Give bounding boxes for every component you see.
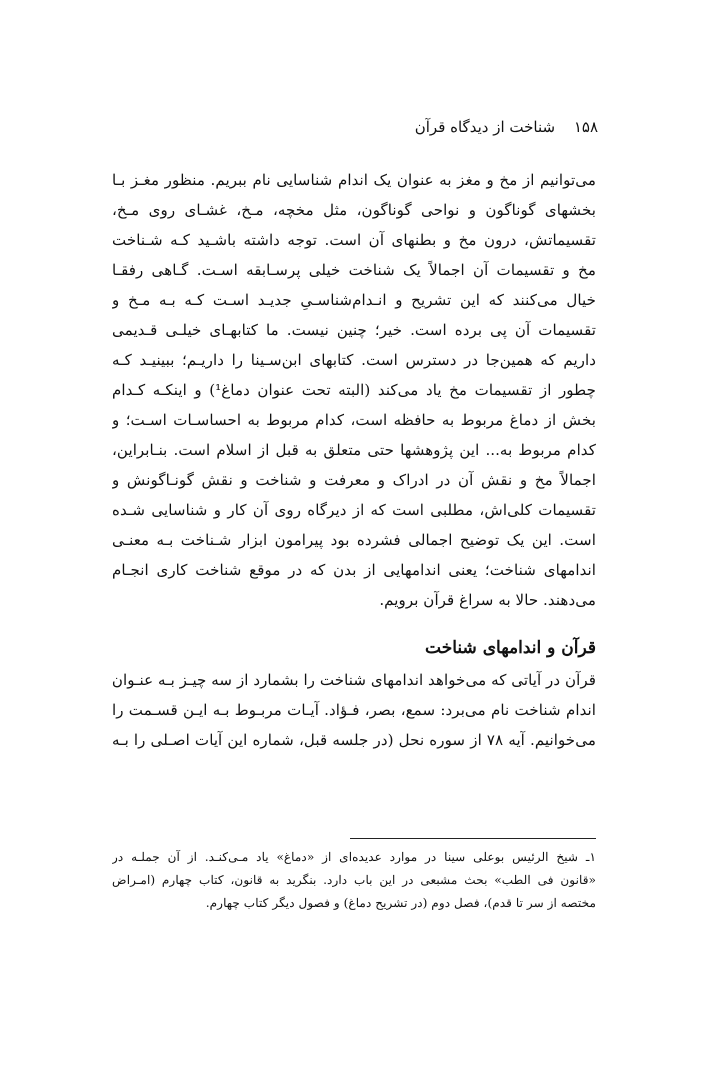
text-line: اجمالاً مخ و نقش آن در ادراک و معرفت و شناخت و نقش گونـاگونش و <box>112 471 596 489</box>
text-line: مخ و تقسیمات آن اجمالاً یک شناخت خیلی پرسـابقه اسـت. گـاهی رفقـا <box>112 261 596 279</box>
text-line: تقسیماتش، درون مخ و بطنهای آن است. توجه داشته باشـید کـه شـناخت <box>112 231 596 249</box>
text-line: چطور از تقسیمات مخ یاد می‌کند (البته تحت عنوان دماغ¹) و اینکـه کـدام <box>112 381 596 399</box>
text-line: خیال می‌کنند که این تشریح و انـدام‌شناسـیِ جدیـد اسـت کـه بـه مـخ و <box>112 291 596 309</box>
paragraph-1 <box>112 165 596 615</box>
text-line: می‌خوانیم. آیه ۷۸ از سوره نحل (در جلسه قبل، شماره این آیات اصـلی را بـه <box>112 731 596 749</box>
text-line: بخش از دماغ مربوط به حافظه است، کدام مربوط به احساسـات اسـت؛ و <box>112 411 596 429</box>
text-line: قرآن در آیاتی که می‌خواهد اندامهای شناخت را بشمارد از سه چیـز بـه عنـوان <box>112 671 596 689</box>
text-line: می‌دهند. حالا به سراغ قرآن برویم. <box>379 591 596 609</box>
text-line: می‌توانیم از مخ و مغز به عنوان یک اندام شناسایی نام ببریم. منظور مغـز بـا <box>112 171 596 189</box>
text-line: اندامهای شناخت؛ یعنی اندامهایی از بدن که در موقع شناخت کاری انجـام <box>112 561 596 579</box>
text-line: کدام مربوط به... این پژوهشها حتی متعلق به قبل از اسلام است. بنـابراین، <box>112 441 596 459</box>
paragraph-2 <box>112 665 596 755</box>
text-line: اندام شناخت نام می‌برد: سمع، بصر، فـؤاد. آیـات مربـوط بـه ایـن قسـمت را <box>112 701 596 719</box>
footnote-line: «قانون فی الطب» بحث مشبعی در این باب دارد. بنگرید به قانون، کتاب چهارم (امـراض <box>112 873 596 887</box>
text-line: تقسیمات آن پی برده است. خیر؛ چنین نیست. ما کتابهـای خیلـی قـدیمی <box>112 321 596 339</box>
text-line: است. این یک توضیح اجمالی فشرده بود پیرامون ابزار شـناخت بـه معنـی <box>112 531 596 549</box>
footnote-line: ۱ـ شیخ الرئیس بوعلی سینا در موارد عدیده‌ای از «دماغ» یاد مـی‌کنـد. از آن جملـه در <box>112 850 596 864</box>
section-title: قرآن و اندامهای شناخت <box>425 638 596 658</box>
text-line: تقسیمات کلی‌اش، مطلبی است که از دیرگاه روی آن کار و شناسایی شـده <box>112 501 596 519</box>
running-header <box>415 118 598 136</box>
text-line: بخشهای گوناگون و نواحی گوناگون، مثل مخچه، مـخ، غشـای روی مـخ، <box>112 201 596 219</box>
body-text <box>112 165 596 755</box>
footnote <box>112 846 596 915</box>
page-number: ۱۵۸ <box>573 118 598 136</box>
footnote-line: مختصه از سر تا قدم)، فصل دوم (در تشریح دماغ) و فصول دیگر کتاب چهارم. <box>205 896 596 910</box>
book-title: شناخت از دیدگاه قرآن <box>414 118 556 136</box>
footnote-divider <box>350 838 596 839</box>
text-line: داریم که همین‌جا در دسترس است. کتابهای ابن‌سـینا را داریـم؛ ببینیـد کـه <box>112 351 596 369</box>
